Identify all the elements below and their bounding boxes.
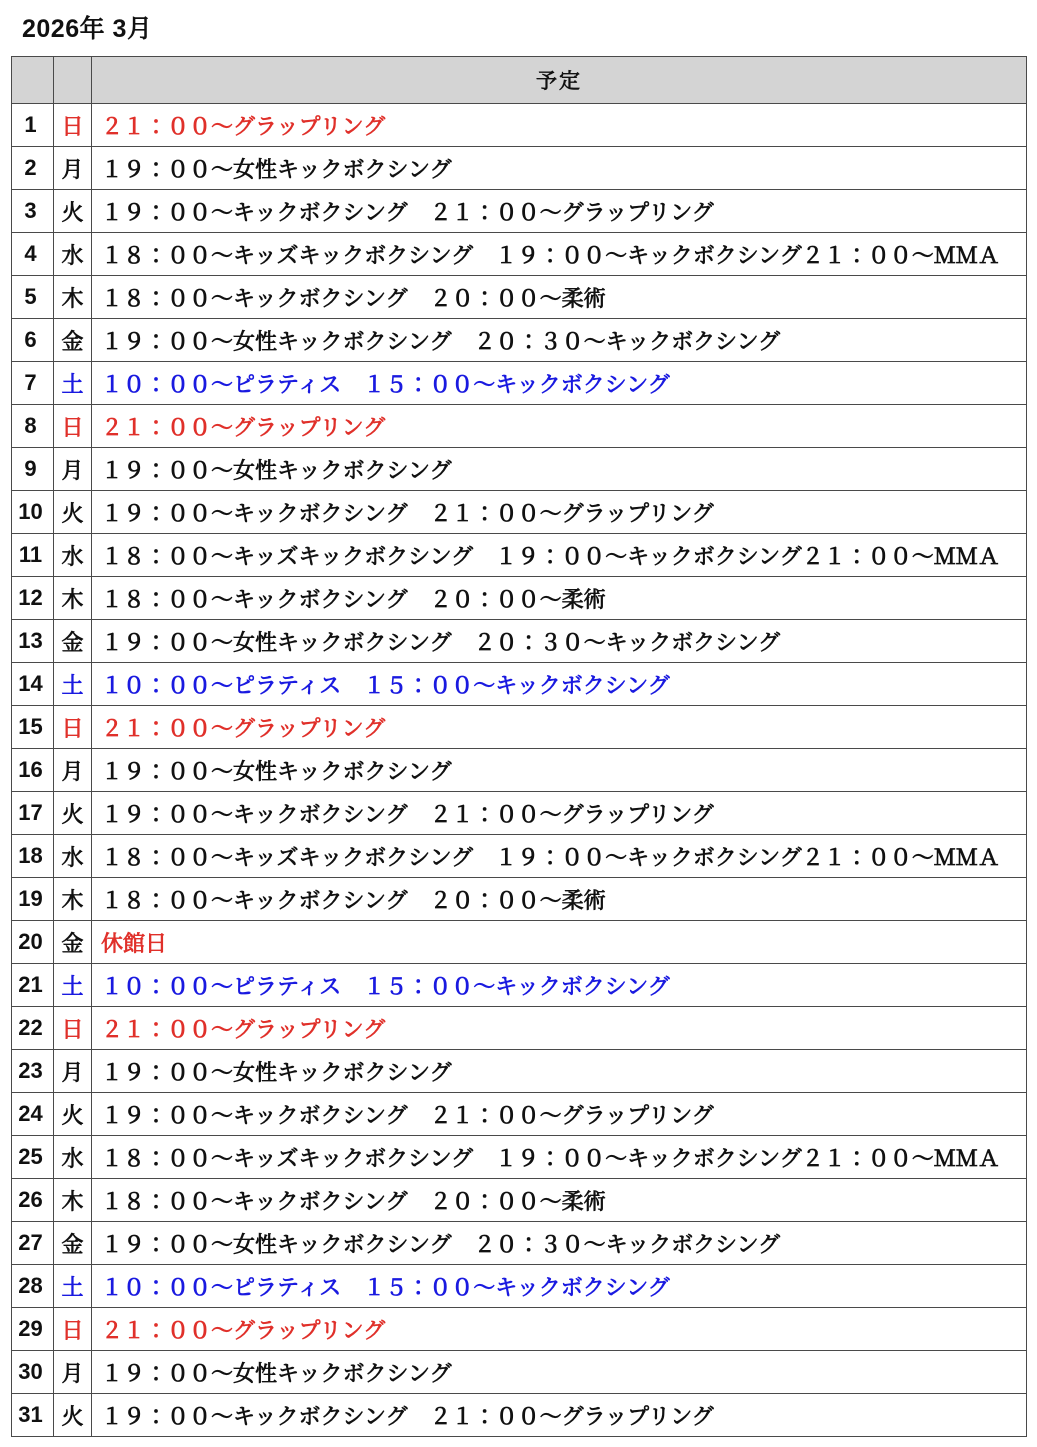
table-row	[12, 1007, 1027, 1050]
cell-day-number: 6	[12, 319, 54, 362]
cell-weekday: 土	[54, 964, 92, 1007]
table-row	[12, 620, 1027, 663]
cell-weekday: 月	[54, 147, 92, 190]
cell-schedule-text: ２１：００〜グラップリング	[92, 706, 1027, 749]
cell-schedule-text: １８：００〜キッズキックボクシング １９：００〜キックボクシング２１：００〜ＭＭＡ	[92, 233, 1027, 276]
cell-schedule-text: ２１：００〜グラップリング	[92, 1308, 1027, 1351]
cell-day-number: 31	[12, 1394, 54, 1437]
cell-schedule-text: １９：００〜女性キックボクシング ２０：３０〜キックボクシング	[92, 620, 1027, 663]
table-row	[12, 835, 1027, 878]
cell-schedule-text: 休館日	[92, 921, 1027, 964]
cell-day-number: 28	[12, 1265, 54, 1308]
cell-schedule-text: １０：００〜ピラティス １５：００〜キックボクシング	[92, 663, 1027, 706]
cell-day-number: 25	[12, 1136, 54, 1179]
cell-day-number: 13	[12, 620, 54, 663]
table-row	[12, 491, 1027, 534]
cell-schedule-text: １９：００〜女性キックボクシング	[92, 448, 1027, 491]
table-row	[12, 1351, 1027, 1394]
table-row	[12, 1222, 1027, 1265]
cell-schedule-text: １０：００〜ピラティス １５：００〜キックボクシング	[92, 1265, 1027, 1308]
cell-day-number: 16	[12, 749, 54, 792]
cell-weekday: 水	[54, 1136, 92, 1179]
cell-weekday: 木	[54, 878, 92, 921]
cell-schedule-text: １９：００〜女性キックボクシング ２０：３０〜キックボクシング	[92, 319, 1027, 362]
cell-day-number: 21	[12, 964, 54, 1007]
table-row	[12, 792, 1027, 835]
cell-day-number: 11	[12, 534, 54, 577]
table-row	[12, 534, 1027, 577]
cell-weekday: 土	[54, 663, 92, 706]
table-header	[12, 57, 1027, 104]
table-row	[12, 1093, 1027, 1136]
cell-schedule-text: １９：００〜キックボクシング ２１：００〜グラップリング	[92, 792, 1027, 835]
cell-weekday: 水	[54, 835, 92, 878]
cell-schedule-text: ２１：００〜グラップリング	[92, 1007, 1027, 1050]
cell-day-number: 20	[12, 921, 54, 964]
cell-schedule-text: １９：００〜女性キックボクシング	[92, 147, 1027, 190]
cell-schedule-text: １８：００〜キッズキックボクシング １９：００〜キックボクシング２１：００〜ＭＭＡ	[92, 1136, 1027, 1179]
table-row	[12, 1136, 1027, 1179]
cell-schedule-text: １９：００〜女性キックボクシング	[92, 1050, 1027, 1093]
table-row	[12, 1308, 1027, 1351]
table-row	[12, 749, 1027, 792]
table-row	[12, 1050, 1027, 1093]
cell-day-number: 1	[12, 104, 54, 147]
cell-day-number: 27	[12, 1222, 54, 1265]
cell-schedule-text: ２１：００〜グラップリング	[92, 405, 1027, 448]
cell-weekday: 水	[54, 534, 92, 577]
cell-day-number: 5	[12, 276, 54, 319]
cell-day-number: 29	[12, 1308, 54, 1351]
cell-day-number: 30	[12, 1351, 54, 1394]
cell-schedule-text: １９：００〜キックボクシング ２１：００〜グラップリング	[92, 1093, 1027, 1136]
cell-weekday: 火	[54, 190, 92, 233]
cell-schedule-text: １０：００〜ピラティス １５：００〜キックボクシング	[92, 964, 1027, 1007]
cell-weekday: 金	[54, 620, 92, 663]
cell-weekday: 火	[54, 792, 92, 835]
cell-weekday: 月	[54, 1050, 92, 1093]
cell-weekday: 月	[54, 749, 92, 792]
table-row	[12, 276, 1027, 319]
cell-weekday: 日	[54, 405, 92, 448]
table-body	[12, 104, 1027, 1437]
table-row	[12, 233, 1027, 276]
cell-day-number: 14	[12, 663, 54, 706]
cell-weekday: 金	[54, 921, 92, 964]
cell-day-number: 7	[12, 362, 54, 405]
cell-schedule-text: １９：００〜キックボクシング ２１：００〜グラップリング	[92, 1394, 1027, 1437]
cell-schedule-text: １８：００〜キックボクシング ２０：００〜柔術	[92, 1179, 1027, 1222]
cell-weekday: 金	[54, 319, 92, 362]
cell-weekday: 土	[54, 362, 92, 405]
cell-weekday: 金	[54, 1222, 92, 1265]
cell-weekday: 日	[54, 104, 92, 147]
cell-schedule-text: １８：００〜キックボクシング ２０：００〜柔術	[92, 878, 1027, 921]
cell-weekday: 火	[54, 1093, 92, 1136]
cell-weekday: 月	[54, 1351, 92, 1394]
cell-schedule-text: １８：００〜キックボクシング ２０：００〜柔術	[92, 276, 1027, 319]
cell-day-number: 24	[12, 1093, 54, 1136]
table-row	[12, 104, 1027, 147]
table-row	[12, 1179, 1027, 1222]
cell-weekday: 木	[54, 1179, 92, 1222]
cell-schedule-text: １８：００〜キッズキックボクシング １９：００〜キックボクシング２１：００〜ＭＭＡ	[92, 835, 1027, 878]
table-row	[12, 147, 1027, 190]
cell-weekday: 日	[54, 1007, 92, 1050]
cell-day-number: 4	[12, 233, 54, 276]
table-row	[12, 319, 1027, 362]
cell-day-number: 17	[12, 792, 54, 835]
cell-day-number: 3	[12, 190, 54, 233]
cell-weekday: 水	[54, 233, 92, 276]
column-header-day	[12, 57, 54, 104]
cell-weekday: 木	[54, 577, 92, 620]
cell-schedule-text: １９：００〜女性キックボクシング ２０：３０〜キックボクシング	[92, 1222, 1027, 1265]
table-row	[12, 405, 1027, 448]
table-row	[12, 878, 1027, 921]
table-row	[12, 964, 1027, 1007]
cell-weekday: 火	[54, 1394, 92, 1437]
cell-day-number: 12	[12, 577, 54, 620]
cell-day-number: 18	[12, 835, 54, 878]
table-row	[12, 190, 1027, 233]
table-row	[12, 1265, 1027, 1308]
table-row	[12, 706, 1027, 749]
table-row	[12, 663, 1027, 706]
table-row	[12, 921, 1027, 964]
cell-day-number: 23	[12, 1050, 54, 1093]
monthly-schedule-table	[11, 56, 1027, 1437]
cell-schedule-text: １９：００〜女性キックボクシング	[92, 749, 1027, 792]
cell-day-number: 9	[12, 448, 54, 491]
cell-schedule-text: １８：００〜キッズキックボクシング １９：００〜キックボクシング２１：００〜ＭＭＡ	[92, 534, 1027, 577]
cell-day-number: 2	[12, 147, 54, 190]
cell-weekday: 日	[54, 706, 92, 749]
cell-day-number: 15	[12, 706, 54, 749]
cell-day-number: 26	[12, 1179, 54, 1222]
table-row	[12, 362, 1027, 405]
cell-weekday: 火	[54, 491, 92, 534]
cell-schedule-text: １９：００〜キックボクシング ２１：００〜グラップリング	[92, 190, 1027, 233]
cell-schedule-text: １９：００〜女性キックボクシング	[92, 1351, 1027, 1394]
cell-schedule-text: １８：００〜キックボクシング ２０：００〜柔術	[92, 577, 1027, 620]
column-header-plan: 予定	[92, 57, 1027, 104]
cell-day-number: 22	[12, 1007, 54, 1050]
cell-weekday: 日	[54, 1308, 92, 1351]
cell-schedule-text: １９：００〜キックボクシング ２１：００〜グラップリング	[92, 491, 1027, 534]
cell-weekday: 土	[54, 1265, 92, 1308]
cell-day-number: 10	[12, 491, 54, 534]
cell-schedule-text: １０：００〜ピラティス １５：００〜キックボクシング	[92, 362, 1027, 405]
cell-day-number: 19	[12, 878, 54, 921]
table-row	[12, 448, 1027, 491]
cell-day-number: 8	[12, 405, 54, 448]
table-row	[12, 577, 1027, 620]
page-title: 2026年 3月	[22, 15, 153, 43]
cell-weekday: 木	[54, 276, 92, 319]
column-header-weekday	[54, 57, 92, 104]
cell-schedule-text: ２１：００〜グラップリング	[92, 104, 1027, 147]
table-row	[12, 1394, 1027, 1437]
cell-weekday: 月	[54, 448, 92, 491]
table-header-row	[12, 57, 1027, 104]
